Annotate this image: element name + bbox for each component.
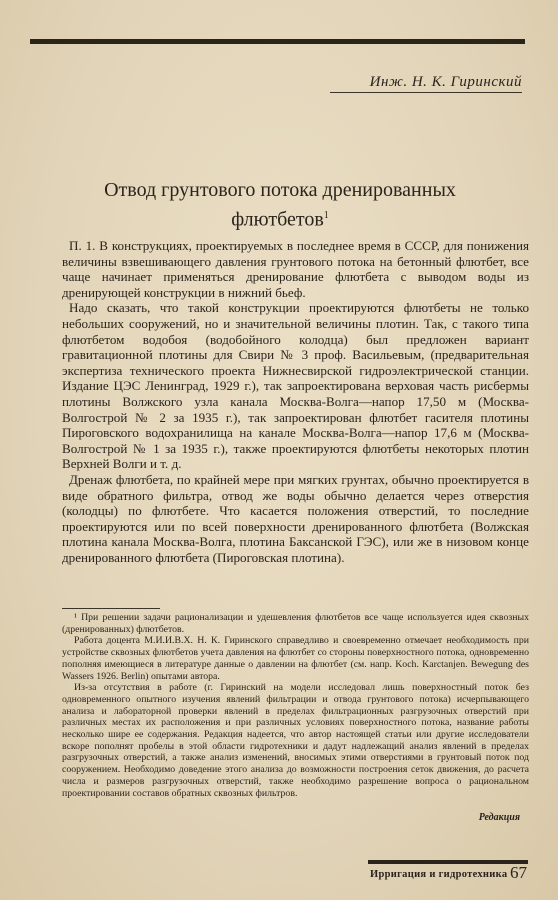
paragraph-3: Дренаж флютбета, по крайней мере при мягких грунтах, обычно проектируется в виде обратного фильтра, отвод же воды обычно делается через отверстия (колодцы) по флютбете. Что касается положения отверстий, то последние проектируются или по всей поверхности дренированного флютбета (Волжская плотина канала Москва-Волга, плотина Баксанской ГЭС), или же в низовом конце дренированного флютбета (Пироговская плотина). xyxy=(62,471,529,565)
footnote-2: Работа доцента М.И.И.В.Х. Н. К. Гиринского справедливо и своевременно отмечает необходимость при устройстве сквозных флютбетов учета давления на флютбет со стороны поверхностного потока, одновременно пополняя имеющиеся в литературе данные о давлении на флютбет (см. напр. Koch. Karctanjen. Bewegung des Wassers 1926. Berlin) опытами автора. xyxy=(62,635,529,682)
author-byline: Инж. Н. К. Гиринский xyxy=(369,74,522,90)
footnote-3: Из-за отсутствия в работе (г. Гиринский на модели исследовал лишь поверхностный поток без одновременного опытного изучения явлений фильтрации и отвода грунтового потока) исчерпывающего анализа и лабораторной проверки явлений в пределах фильтрационных разгрузочных отверстий при различных местах их расположения и при различных условиях поверхностного потока, название работы несколько шире ее содержания. Редакция надеется, что автор настоящей статьи или другие исследователи вскоре пополнят пробелы в этой области гидротехники и дадут надлежащий анализ явлений в пределах разгрузочных отверстий, а также анализ изменений, вносимых этими отверстиями в грунтовый поток под сооружением. Необходимо доведение этого анализа до возможности построения сеток движения, до расчета числа и размеров разгрузочных отверстий, также необходимо разрешение вопроса о рациональном проектировании составов обратных сквозных фильтров. xyxy=(62,682,529,799)
top-rule xyxy=(30,39,525,44)
paragraph-1: П. 1. В конструкциях, проектируемых в последнее время в СССР, для понижения величины взвешивающего давления грунтового потока на бетонный флютбет, все чаще начинает применяться дренирование флютбета с выводом воды из дренирующей конструкции в нижний бьеф. xyxy=(62,238,529,300)
bottom-rule xyxy=(368,860,528,864)
article-body xyxy=(62,238,529,565)
paragraph-2: Надо сказать, что такой конструкции проектируются флютбеты не только небольших сооружений, но и значительной величины плотин. Так, с такого типа флютбетом водобоя (водобойного колодца) был предложен вариант гравитационной плотины для Свири № 3 проф. Васильевым, (предварительная экспертиза технического проекта Нижнесвирской гидроэлектрической станции. Издание ЦЭС Ленинград, 1929 г.), так запроектирована верховая часть рисбермы плотины Волжского узла канала Москва-Волга—напор 17,50 м (Москва-Волгострой № 2 за 1935 г.), так запроектирован флютбет гасителя плотины Пироговского водохранилища на канале Москва-Волга—напор 17,6 м (Москва-Волгострой № 1 за 1935 г.), также проектируются флютбеты некоторых плотин Верхней Волги и т. д. xyxy=(62,300,529,472)
editorial-signature: Редакция xyxy=(478,812,520,823)
footnotes xyxy=(62,612,529,799)
title-line-1: Отвод грунтового потока дренированных xyxy=(104,179,456,201)
journal-name: Ирригация и гидротехника xyxy=(370,869,508,880)
article-title xyxy=(40,178,520,233)
footnote-rule xyxy=(62,608,160,609)
title-line-2 xyxy=(40,203,520,233)
author-underline xyxy=(330,92,522,93)
title-line-2-text: флютбетов xyxy=(231,208,324,231)
footnote-1: ¹ При решении задачи рационализации и удешевления флютбетов все чаще используется идея сквозных (дренированных) флютбетов. xyxy=(62,612,529,635)
title-footnote-mark: 1 xyxy=(323,210,329,221)
page-number: 67 xyxy=(510,863,527,882)
